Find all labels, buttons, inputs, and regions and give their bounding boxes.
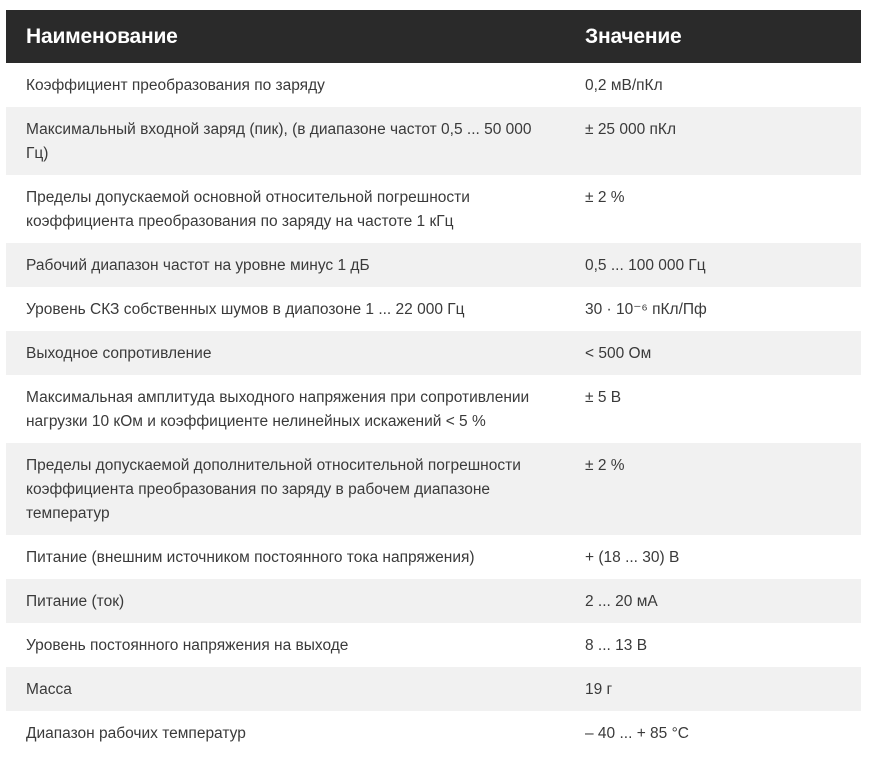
param-name: Рабочий диапазон частот на уровне минус 1 дБ [6,243,565,287]
header-name: Наименование [6,10,565,63]
table-row [6,243,861,287]
table-row [6,443,861,535]
param-name: Масса [6,667,565,711]
table-row [6,623,861,667]
header-row [6,10,861,63]
table-row [6,287,861,331]
param-value: + (18 ... 30) В [565,535,861,579]
param-name: Максимальная амплитуда выходного напряжения при сопротивлении нагрузки 10 кОм и коэффициенте нелинейных искажений < 5 % [6,375,565,443]
param-value: – 40 ... + 85 °C [565,711,861,755]
table-row [6,331,861,375]
header-value: Значение [565,10,861,63]
param-value: ± 5 В [565,375,861,443]
param-name: Пределы допускаемой основной относительной погрешности коэффициента преобразования по заряду на частоте 1 кГц [6,175,565,243]
spec-table-container [6,10,861,755]
table-row [6,107,861,175]
table-row [6,667,861,711]
param-name: Уровень СКЗ собственных шумов в диапозоне 1 ... 22 000 Гц [6,287,565,331]
table-row [6,711,861,755]
table-header [6,10,861,63]
param-value: 19 г [565,667,861,711]
param-value: < 500 Ом [565,331,861,375]
param-name: Уровень постоянного напряжения на выходе [6,623,565,667]
param-name: Питание (ток) [6,579,565,623]
param-value: 30 · 10⁻⁶ пКл/Пф [565,287,861,331]
param-value: 8 ... 13 В [565,623,861,667]
table-row [6,63,861,107]
table-row [6,375,861,443]
table-body [6,63,861,755]
param-value: 0,2 мВ/пКл [565,63,861,107]
param-value: ± 2 % [565,443,861,535]
spec-table [6,10,861,755]
table-row [6,175,861,243]
table-row [6,535,861,579]
param-value: ± 25 000 пКл [565,107,861,175]
table-row [6,579,861,623]
param-name: Коэффициент преобразования по заряду [6,63,565,107]
param-value: ± 2 % [565,175,861,243]
param-name: Максимальный входной заряд (пик), (в диапазоне частот 0,5 ... 50 000 Гц) [6,107,565,175]
param-name: Пределы допускаемой дополнительной относительной погрешности коэффициента преобразования по заряду в рабочем диапазоне температур [6,443,565,535]
param-value: 0,5 ... 100 000 Гц [565,243,861,287]
param-name: Питание (внешним источником постоянного тока напряжения) [6,535,565,579]
param-value: 2 ... 20 мА [565,579,861,623]
param-name: Выходное сопротивление [6,331,565,375]
param-name: Диапазон рабочих температур [6,711,565,755]
